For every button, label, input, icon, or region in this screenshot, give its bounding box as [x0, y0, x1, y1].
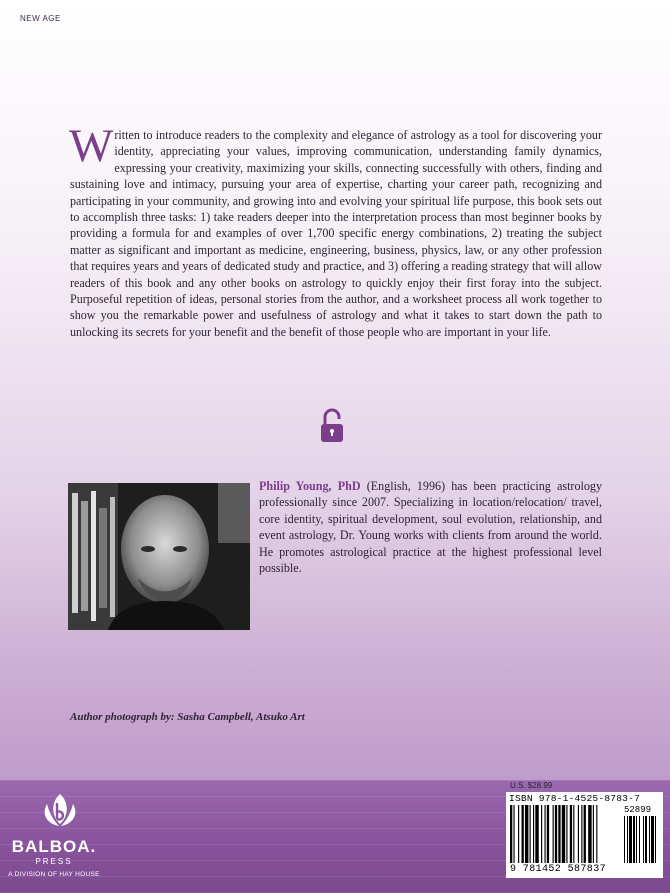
isbn-text: ISBN 978-1-4525-8783-7 — [509, 793, 641, 804]
back-cover-blurb — [69, 120, 602, 340]
ean-digits: 9 781452 587837 — [510, 864, 607, 875]
author-photo — [68, 483, 250, 630]
lotus-b-icon — [35, 790, 85, 834]
author-bio-text: (English, 1996) has been practicing astrology professionally since 2007. Specializing in location/relocation/ travel, core identity, spiritual development, soul evolution, relationship, and event astrology, Dr. Young works with clients from around the world. He promotes astrological practice at the highest professional level possible. — [259, 479, 602, 576]
price-code: 52899 — [624, 805, 652, 815]
author-bio — [259, 478, 602, 576]
unlocked-padlock-icon — [320, 407, 344, 443]
drop-cap: W — [69, 120, 114, 172]
blurb-text: ritten to introduce readers to the complexity and elegance of astrology as a tool for discovering your identity, appreciating your values, improving communication, understanding family dynamics, expressing your creativity, maximizing your skills, connecting successfully with others, finding and sustaining love and intimacy, pursuing your area of expertise, charting your career path, recognizing and participating in your community, and growing into and evolving your spiritual life purpose, this book sets out to accomplish three tasks: 1) take readers deeper into the interpretation process than most beginner books by providing a formula for and examples of over 1,700 specific energy combinations, 2) treating the subject matter as significant and important as medicine, engineering, business, physics, law, or any other profession that requires years and years of dedicated study and practice, and 3) offering a reading strategy that will allow readers of this book and any other books on astrology to quickly enjoy their first foray into the subject. Purposeful repetition of ideas, personal stories from the author, and a worksheet process all work together to show you the remarkable power and usefulness of astrology and what it takes to start down the path to unlocking its secrets for your benefit and the benefit of those people who are important in your life. — [70, 128, 602, 339]
publisher-line: PRESS — [35, 857, 73, 866]
author-name: Philip Young, PhD — [259, 479, 361, 493]
publisher-brand: BALBOA. — [11, 837, 97, 856]
photo-credit: Author photograph by: Sasha Campbell, Atsuko Art — [70, 711, 305, 723]
publisher-logo — [10, 790, 110, 890]
publisher-division: A DIVISION OF HAY HOUSE — [8, 871, 100, 878]
genre-label: NEW AGE — [20, 14, 61, 23]
barcode — [506, 792, 663, 878]
price-label: U.S. $28.99 — [510, 781, 553, 790]
